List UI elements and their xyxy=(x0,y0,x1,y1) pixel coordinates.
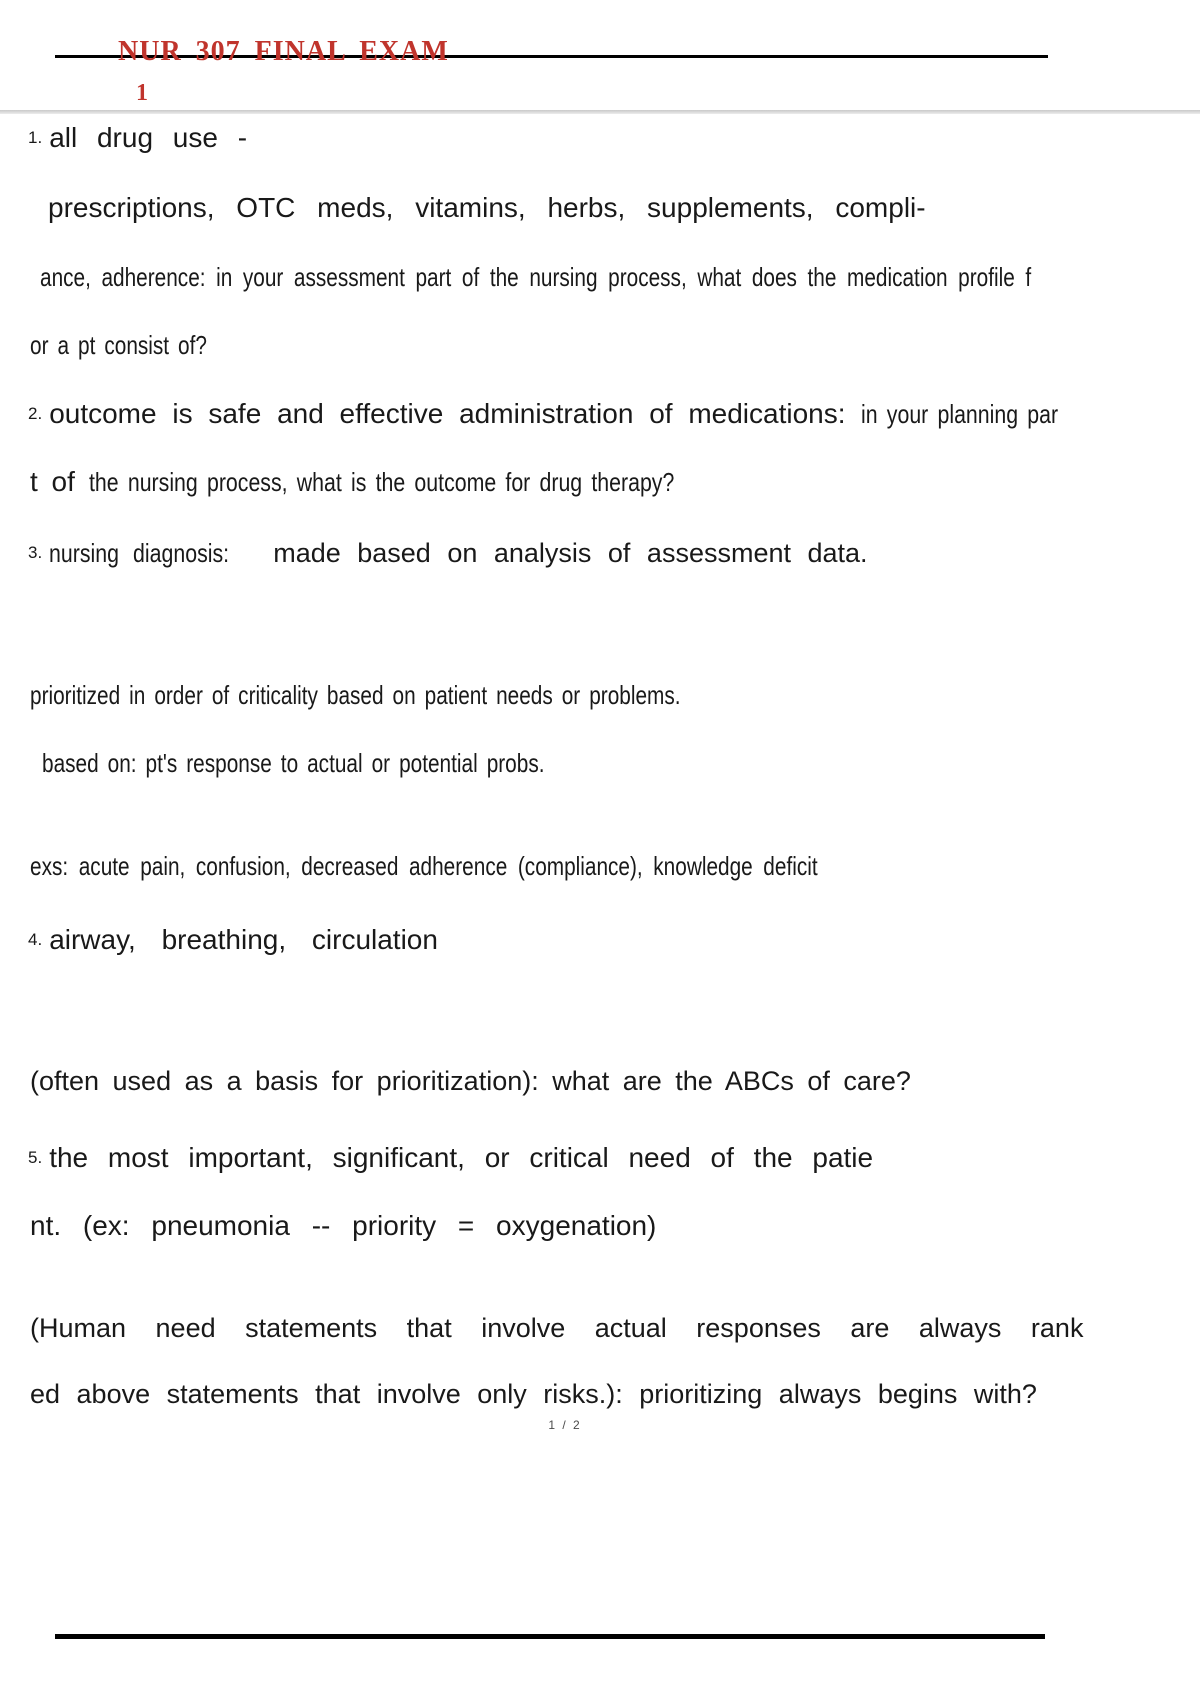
document-title: NUR 307 FINAL EXAM xyxy=(118,36,449,67)
list-number: 5. xyxy=(28,1148,43,1167)
line-text: exs: acute pain, confusion, decreased adherence (compliance), knowledge deficit xyxy=(30,851,818,881)
text-line xyxy=(48,192,926,224)
text-line xyxy=(30,1210,656,1242)
line-text: outcome is safe and effective administration of medications: xyxy=(49,398,846,429)
line-text: all drug use - xyxy=(49,122,248,153)
text-line xyxy=(28,122,247,154)
text-line xyxy=(30,1313,1083,1344)
line-text: in your planning par xyxy=(861,399,1059,429)
text-line xyxy=(28,924,438,956)
line-text: t of xyxy=(30,466,75,497)
text-line xyxy=(30,851,818,882)
line-text: airway, breathing, circulation xyxy=(49,924,438,955)
line-text: prescriptions, OTC meds, vitamins, herbs, supplements, compli- xyxy=(48,192,926,223)
text-line xyxy=(28,1142,873,1174)
line-text: the nursing process, what is the outcome for drug therapy? xyxy=(88,467,675,497)
line-text: nursing diagnosis: xyxy=(49,538,230,568)
line-text: nt. (ex: pneumonia -- priority = oxygenation) xyxy=(30,1210,657,1241)
line-text: (often used as a basis for prioritization): what are the ABCs of care? xyxy=(30,1066,911,1096)
line-text: made based on analysis of assessment data. xyxy=(273,538,868,568)
text-line xyxy=(30,330,207,361)
text-line xyxy=(30,1379,1037,1410)
text-line xyxy=(30,466,803,498)
text-line xyxy=(42,748,545,779)
line-text: prioritized in order of criticality based on patient needs or problems. xyxy=(30,680,681,710)
line-text: ed above statements that involve only risks.): prioritizing always begins with? xyxy=(30,1379,1037,1409)
line-text: ance, adherence: in your assessment part of the nursing process, what does the medication profile f xyxy=(40,262,1032,292)
list-number: 2. xyxy=(28,404,43,423)
text-line xyxy=(30,680,681,711)
header-divider xyxy=(0,110,1200,114)
list-number: 1. xyxy=(28,128,43,147)
text-line xyxy=(30,1066,911,1097)
line-text: (Human need statements that involve actual responses are always rank xyxy=(30,1313,1084,1343)
text-line xyxy=(28,398,1102,430)
line-text: based on: pt's response to actual or potential probs. xyxy=(42,748,545,778)
section-page-number: 1 xyxy=(136,80,148,106)
text-line xyxy=(28,538,868,569)
footer-rule-line xyxy=(55,1634,1045,1639)
line-text: or a pt consist of? xyxy=(30,330,207,360)
list-number: 3. xyxy=(28,543,43,562)
page-indicator: 1 / 2 xyxy=(548,1418,582,1432)
line-text: the most important, significant, or critical need of the patie xyxy=(49,1142,874,1173)
text-line xyxy=(40,262,1031,293)
list-number: 4. xyxy=(28,930,43,949)
